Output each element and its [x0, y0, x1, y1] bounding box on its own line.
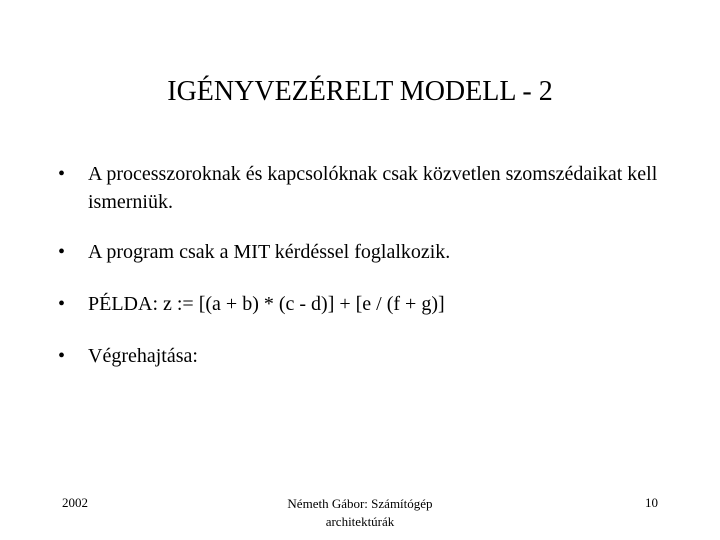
footer-year: 2002	[62, 495, 88, 510]
bullet-marker: •	[58, 163, 66, 185]
bullet-text: Végrehajtása:	[88, 345, 198, 367]
slide-title: IGÉNYVEZÉRELT MODELL - 2	[167, 76, 553, 107]
footer-author-line2: architektúrák	[325, 514, 395, 529]
bullet-item	[58, 290, 678, 318]
bullet-marker: •	[58, 241, 66, 263]
bullet-text: A processzoroknak és kapcsolóknak csak közvetlen szomszédaikat kell ismerniük.	[88, 163, 658, 213]
bullet-marker: •	[58, 345, 66, 367]
bullet-list	[58, 160, 678, 370]
footer-page-number: 10	[645, 495, 658, 510]
bullet-item	[58, 342, 678, 370]
footer-author-line1: Németh Gábor: Számítógép	[287, 496, 433, 511]
bullet-item	[58, 238, 678, 266]
bullet-marker: •	[58, 293, 66, 315]
bullet-text: A program csak a MIT kérdéssel foglalkozik.	[88, 241, 451, 263]
bullet-item	[58, 160, 678, 216]
bullet-text: PÉLDA: z := [(a + b) * (c - d)] + [e / (f + g)]	[88, 293, 445, 315]
footer-author	[260, 495, 460, 531]
